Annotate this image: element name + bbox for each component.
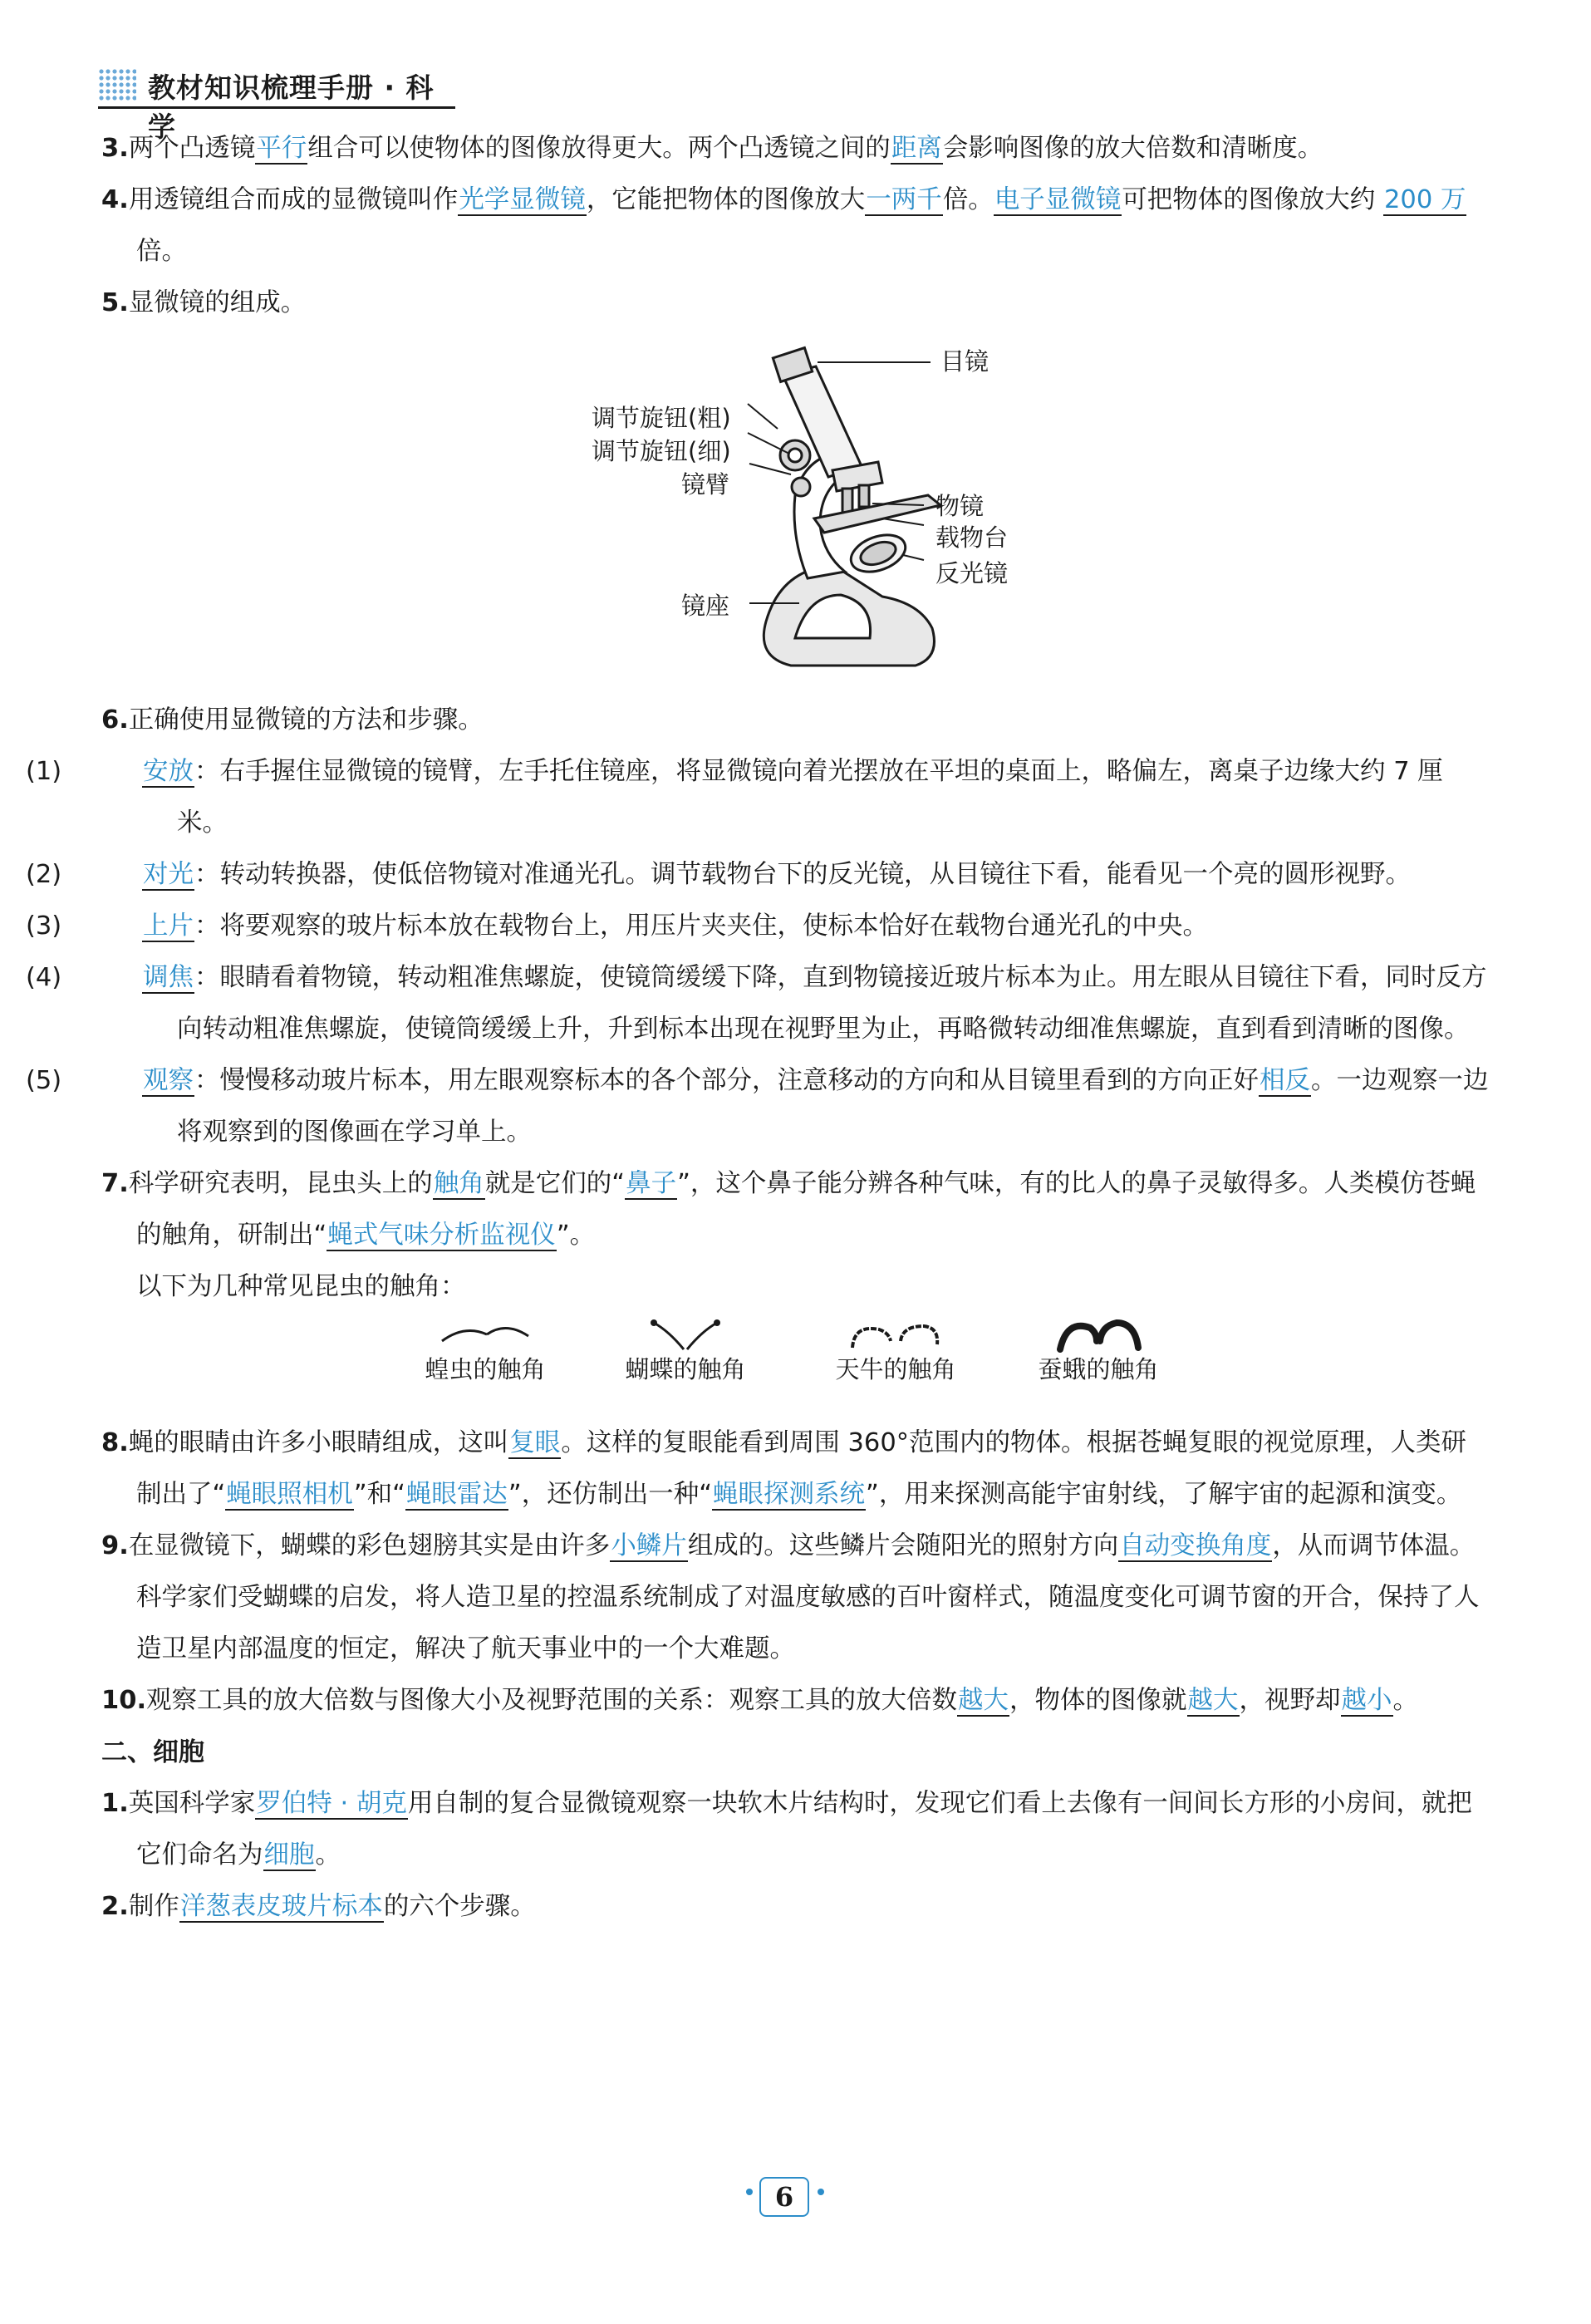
antenna-label: 蝴蝶的触角 (625, 1355, 746, 1383)
page-dot-left (746, 2189, 753, 2195)
step-number: (5) (26, 1066, 62, 1095)
text: ”。 (556, 1221, 596, 1250)
answer: 上片 (143, 911, 194, 941)
item-10 (101, 1675, 1489, 1727)
label-mirror: 反光镜 (935, 559, 1009, 587)
item-3 (101, 123, 1489, 174)
silkmoth-antenna-drawing (1048, 1316, 1148, 1353)
antenna-butterfly (602, 1316, 768, 1386)
header-dots-decoration (98, 68, 136, 101)
label-base: 镜座 (681, 592, 730, 620)
answer: 触角 (433, 1169, 484, 1198)
text: 会影响图像的放大倍数和清晰度。 (942, 134, 1323, 163)
answer: 小鳞片 (611, 1531, 687, 1560)
text: ：将要观察的玻片标本放在载物台上，用压片夹夹住，使标本恰好在载物台通光孔的中央。 (194, 911, 1208, 941)
text: 蝇的眼睛由许多小眼睛组成，这叫 (128, 1428, 509, 1457)
answer: 蝇眼雷达 (405, 1480, 508, 1509)
text: ，视野却 (1239, 1686, 1341, 1715)
text: 倍。 (136, 237, 187, 266)
text: 。一边观察一边将观察到的图像画在学习单上。 (177, 1066, 1489, 1147)
answer: 距离 (891, 134, 942, 163)
text: ”和“ (353, 1480, 405, 1509)
antenna-label: 蚕蛾的触角 (1038, 1355, 1159, 1383)
text: ”，用来探测高能宇宙射线，了解宇宙的起源和演变。 (866, 1480, 1462, 1509)
item-5 (101, 278, 1489, 329)
answer: 200 万 (1384, 185, 1466, 214)
step-number: (2) (26, 860, 62, 889)
label-eyepiece: 目镜 (940, 347, 989, 376)
answer: 细胞 (263, 1840, 315, 1870)
item-number: 4. (101, 185, 129, 214)
label-objective: 物镜 (935, 492, 985, 520)
text: 倍。 (942, 185, 994, 214)
text: ，从而调节体温。科学家们受蝴蝶的启发，将人造卫星的控温系统制成了对温度敏感的百叶窗样式，随温度变化可调节窗的开合，保持了人造卫星内部温度的恒定，解决了航天事业中的一个大难题。 (136, 1531, 1480, 1663)
label-stage: 载物台 (935, 523, 1009, 552)
section-title-cells: 二、细胞 (101, 1737, 204, 1767)
butterfly-antenna-drawing (636, 1316, 735, 1353)
item-number: 8. (101, 1428, 129, 1457)
step-1 (26, 746, 1489, 849)
antenna-silkmoth (1015, 1316, 1181, 1386)
step-number: (1) (26, 757, 62, 786)
item-7 (101, 1158, 1489, 1261)
answer: 安放 (143, 757, 194, 786)
page-number (739, 2177, 831, 2217)
item-number: 6. (101, 705, 129, 735)
answer: 光学显微镜 (459, 185, 586, 214)
answer: 越大 (1187, 1686, 1239, 1715)
item-4 (101, 174, 1489, 278)
answer: 越小 (1341, 1686, 1392, 1715)
answer: 复眼 (509, 1428, 561, 1457)
answer: 对光 (143, 860, 194, 889)
text: ：右手握住显微镜的镜臂，左手托住镜座，将显微镜向着光摆放在平坦的桌面上，略偏左，离桌子边缘大约 7 厘米。 (177, 757, 1443, 838)
text: 在显微镜下，蝴蝶的彩色翅膀其实是由许多 (128, 1531, 611, 1560)
antenna-label: 天牛的触角 (835, 1355, 956, 1383)
text: 可把物体的图像放大约 (1122, 185, 1384, 214)
text: 。 (1392, 1686, 1419, 1715)
text: ，它能把物体的图像放大 (586, 185, 866, 214)
text: 观察工具的放大倍数与图像大小及视野范围的关系：观察工具的放大倍数 (146, 1686, 958, 1715)
text: 两个凸透镜 (128, 134, 256, 163)
text: 用透镜组合而成的显微镜叫作 (128, 185, 459, 214)
item-number: 5. (101, 288, 129, 317)
text: ”，这个鼻子能分辨各种气味，有的比人的鼻子灵敏得多。人类模仿苍蝇的触角，研制出“ (136, 1169, 1476, 1250)
page-number-box: 6 (759, 2177, 809, 2217)
step-5 (26, 1055, 1489, 1158)
item-6 (101, 695, 1489, 746)
answer: 洋葱表皮玻片标本 (179, 1892, 383, 1921)
cell-item-1 (101, 1778, 1489, 1881)
text: ”，还仿制出一种“ (508, 1480, 713, 1509)
answer: 蝇眼照相机 (226, 1480, 353, 1509)
item-number: 7. (101, 1169, 129, 1198)
item-9 (101, 1521, 1489, 1675)
text: 制作 (128, 1892, 179, 1921)
label-coarse-knob: 调节旋钮(粗) (592, 404, 731, 432)
item-number: 1. (101, 1789, 129, 1818)
microscope-figure (101, 329, 1489, 695)
answer: 蝇眼探测系统 (713, 1480, 866, 1509)
answer: 鼻子 (626, 1169, 677, 1198)
text: 组成的。这些鳞片会随阳光的照射方向 (687, 1531, 1119, 1560)
text: 的六个步骤。 (383, 1892, 536, 1921)
longhorn-antenna-drawing (846, 1316, 945, 1353)
answer: 电子显微镜 (994, 185, 1122, 214)
microscope-drawing (101, 329, 1489, 695)
item-8 (101, 1417, 1489, 1521)
item-number: 9. (101, 1531, 129, 1560)
antenna-locust (402, 1316, 568, 1386)
text: ：转动转换器，使低倍物镜对准通光孔。调节载物台下的反光镜，从目镜往下看，能看见一个亮的圆形视野。 (194, 860, 1411, 889)
answer: 调焦 (143, 963, 194, 992)
text: 英国科学家 (128, 1789, 256, 1818)
answer: 观察 (143, 1066, 194, 1095)
text: 科学研究表明，昆虫头上的 (128, 1169, 433, 1198)
step-3 (26, 901, 1489, 952)
text: ，物体的图像就 (1009, 1686, 1187, 1715)
answer: 相反 (1260, 1066, 1310, 1095)
main-content (26, 123, 1489, 1933)
answer: 一两千 (866, 185, 942, 214)
answer: 蝇式气味分析监视仪 (327, 1221, 556, 1250)
item-number: 10. (101, 1686, 147, 1715)
cell-item-2 (101, 1881, 1489, 1933)
item-number: 3. (101, 134, 129, 163)
page-dot-right (818, 2189, 824, 2195)
step-number: (3) (26, 911, 62, 941)
antennae-figure (101, 1316, 1489, 1417)
label-arm: 镜臂 (681, 470, 730, 499)
step-2 (26, 849, 1489, 901)
step-number: (4) (26, 963, 62, 992)
label-fine-knob: 调节旋钮(细) (592, 437, 731, 465)
answer: 平行 (256, 134, 307, 163)
item-number: 2. (101, 1892, 129, 1921)
answer: 越大 (958, 1686, 1009, 1715)
header-title: 教材知识梳理手册 · 科学 (148, 71, 435, 143)
text: 。这样的复眼能看到周围 360°范围内的物体。根据苍蝇复眼的视觉原理，人类研制出了“ (136, 1428, 1466, 1509)
text: ：慢慢移动玻片标本，用左眼观察标本的各个部分，注意移动的方向和从目镜里看到的方向正好 (194, 1066, 1259, 1095)
answer: 罗伯特 · 胡克 (256, 1789, 407, 1818)
text: ：眼睛看着物镜，转动粗准焦螺旋，使镜筒缓缓下降，直到物镜接近玻片标本为止。用左眼从目镜往下看，同时反方向转动粗准焦螺旋，使镜筒缓缓上升，升到标本出现在视野里为止，再略微转动细准焦螺旋，直到看到清晰的图像。 (177, 963, 1487, 1044)
antenna-longhorn (813, 1316, 979, 1386)
page-header (98, 60, 455, 143)
text: 就是它们的“ (484, 1169, 626, 1198)
text: 组合可以使物体的图像放得更大。两个凸透镜之间的 (307, 134, 891, 163)
antenna-label: 蝗虫的触角 (425, 1355, 546, 1383)
step-4 (26, 952, 1489, 1055)
answer: 自动变换角度 (1119, 1531, 1272, 1560)
text: 用自制的复合显微镜观察一块软木片结构时，发现它们看上去像有一间间长方形的小房间，就把它们命名为 (136, 1789, 1472, 1870)
item-7-intro: 以下为几种常见昆虫的触角： (136, 1272, 466, 1301)
text: 显微镜的组成。 (128, 288, 307, 317)
text: 。 (315, 1840, 341, 1870)
text: 正确使用显微镜的方法和步骤。 (128, 705, 484, 735)
locust-antenna-drawing (435, 1316, 535, 1353)
